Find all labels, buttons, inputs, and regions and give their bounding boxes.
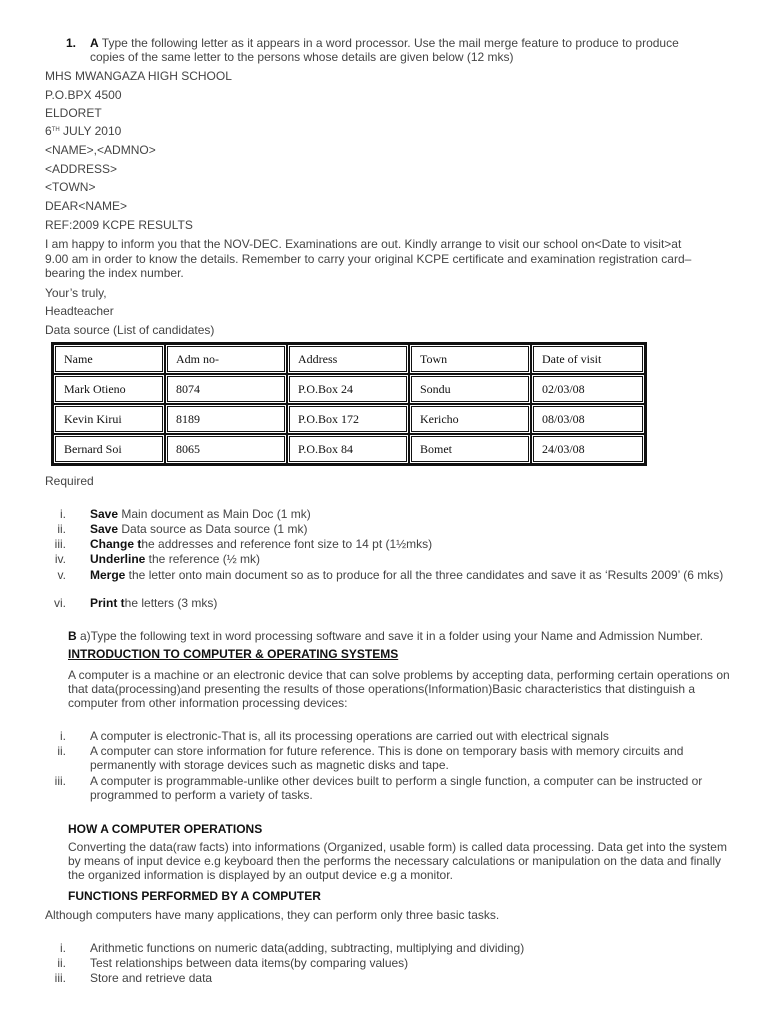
list-item: A computer is programmable-unlike other devices built to perform a single function, a computer can be instructed or programmed to perform a variety of tasks. bbox=[90, 774, 703, 802]
ops-heading: HOW A COMPUTER OPERATIONS bbox=[68, 822, 263, 836]
list-number: iii. bbox=[54, 537, 66, 551]
table-header-cell: Address bbox=[287, 344, 409, 374]
data-source-table bbox=[51, 342, 647, 466]
letter-school-name: MHS MWANGAZA HIGH SCHOOL bbox=[45, 69, 232, 83]
list-item-text: Data source as Data source (1 mk) bbox=[118, 522, 308, 536]
letter-reference: REF:2009 KCPE RESULTS bbox=[45, 218, 193, 232]
table-header-cell: Date of visit bbox=[531, 344, 645, 374]
letter-body-line-3: bearing the index number. bbox=[45, 266, 184, 280]
table-cell: P.O.Box 24 bbox=[287, 374, 409, 404]
ops-paragraph: Converting the data(raw facts) into informations (Organized, usable form) is called data processing. Data get into the system by means of input device e.g keyboard then the performs the necessary calculations or manipulation on the data and finally the organized information is displayed by an output device e.g a monitor. bbox=[68, 840, 727, 882]
letter-closing: Your’s truly, bbox=[45, 286, 107, 300]
table-cell: 8065 bbox=[165, 434, 287, 464]
list-item bbox=[90, 537, 740, 551]
table-cell: Mark Otieno bbox=[53, 374, 165, 404]
list-number: vi. bbox=[54, 596, 66, 610]
letter-po-box: P.O.BPX 4500 bbox=[45, 88, 122, 102]
merge-field-name-admno: <NAME>,<ADMNO> bbox=[45, 143, 156, 157]
list-item bbox=[90, 522, 740, 536]
table-row bbox=[53, 404, 645, 434]
functions-heading: FUNCTIONS PERFORMED BY A COMPUTER bbox=[68, 889, 321, 903]
table-cell: Kericho bbox=[409, 404, 531, 434]
letter-body-line-1: I am happy to inform you that the NOV-DEC. Examinations are out. Kindly arrange to visit our school on<Date to visit>at bbox=[45, 237, 682, 251]
table-row bbox=[53, 374, 645, 404]
list-number: iv. bbox=[54, 552, 66, 566]
section-title: INTRODUCTION TO COMPUTER & OPERATING SYSTEMS bbox=[68, 647, 399, 661]
list-item-bold: Merge bbox=[90, 568, 126, 582]
list-number: iii. bbox=[54, 971, 66, 985]
letter-date bbox=[45, 124, 121, 138]
letter-salutation: DEAR<NAME> bbox=[45, 199, 128, 213]
list-item bbox=[90, 596, 740, 610]
list-item-text: he letters (3 mks) bbox=[124, 596, 218, 610]
data-source-caption: Data source (List of candidates) bbox=[45, 323, 215, 337]
list-number: ii. bbox=[57, 744, 66, 758]
list-number: iii. bbox=[54, 774, 66, 788]
list-item-text: Main document as Main Doc (1 mk) bbox=[118, 507, 311, 521]
table-cell: 02/03/08 bbox=[531, 374, 645, 404]
required-label: Required bbox=[45, 474, 94, 488]
table-cell: Sondu bbox=[409, 374, 531, 404]
question-b-instruction-text: a)Type the following text in word processing software and save it in a folder using your Name and Admission Number. bbox=[76, 629, 703, 643]
list-item: A computer can store information for future reference. This is done on temporary basis with memory circuits and permanently with storage devices such as magnetic disks and tape. bbox=[90, 744, 684, 772]
letter-date-day: 6 bbox=[45, 124, 52, 138]
list-number: v. bbox=[57, 568, 66, 582]
question-a-instruction-line-2: copies of the same letter to the persons whose details are given below (12 mks) bbox=[90, 50, 514, 64]
list-item: Store and retrieve data bbox=[90, 971, 213, 985]
list-number: i. bbox=[60, 941, 66, 955]
table-header-cell: Town bbox=[409, 344, 531, 374]
letter-body-line-2: 9.00 am in order to know the details. Remember to carry your original KCPE certificate and examination registration card– bbox=[45, 252, 692, 266]
table-header-row bbox=[53, 344, 645, 374]
letter-signatory: Headteacher bbox=[45, 304, 114, 318]
table-header-cell: Name bbox=[53, 344, 165, 374]
table-cell: 08/03/08 bbox=[531, 404, 645, 434]
list-item-bold: Save bbox=[90, 522, 119, 536]
list-item-text: the letter onto main document so as to produce for all the three candidates and save it as ‘Results 2009’ (6 mks) bbox=[125, 568, 724, 582]
question-a-letter: A bbox=[90, 36, 99, 50]
intro-paragraph: A computer is a machine or an electronic device that can solve problems by accepting data, performing certain operations on that data(processing)and presenting the results of those operations(Information)Basic characteristics that distinguish a computer from other information processing devices: bbox=[68, 668, 730, 710]
question-a-instruction bbox=[90, 36, 750, 64]
list-item: A computer is electronic-That is, all its processing operations are carried out with electrical signals bbox=[90, 729, 609, 743]
list-item: Test relationships between data items(by comparing values) bbox=[90, 956, 409, 970]
merge-field-address: <ADDRESS> bbox=[45, 162, 118, 176]
list-item bbox=[90, 568, 740, 582]
table-cell: Kevin Kirui bbox=[53, 404, 165, 434]
list-item-text: the reference (½ mk) bbox=[145, 552, 261, 566]
list-number: ii. bbox=[57, 956, 66, 970]
table-cell: Bomet bbox=[409, 434, 531, 464]
table-cell: P.O.Box 84 bbox=[287, 434, 409, 464]
letter-town: ELDORET bbox=[45, 106, 102, 120]
question-number: 1. bbox=[66, 36, 77, 50]
functions-intro: Although computers have many applications, they can perform only three basic tasks. bbox=[45, 908, 500, 922]
letter-date-suffix: TH bbox=[51, 127, 60, 133]
merge-field-town: <TOWN> bbox=[45, 180, 96, 194]
list-item-bold: Save bbox=[90, 507, 119, 521]
table-header-cell: Adm no- bbox=[165, 344, 287, 374]
list-number: i. bbox=[60, 507, 66, 521]
table-cell: 24/03/08 bbox=[531, 434, 645, 464]
list-item: Arithmetic functions on numeric data(adding, subtracting, multiplying and dividing) bbox=[90, 941, 525, 955]
letter-date-rest: JULY 2010 bbox=[59, 124, 122, 138]
list-item bbox=[90, 507, 740, 521]
list-item-text: he addresses and reference font size to 14 pt (1½mks) bbox=[141, 537, 433, 551]
table-cell: Bernard Soi bbox=[53, 434, 165, 464]
list-number: ii. bbox=[57, 522, 66, 536]
question-b-instruction bbox=[68, 629, 738, 643]
list-item-bold: Underline bbox=[90, 552, 146, 566]
list-item-bold: Change t bbox=[90, 537, 142, 551]
list-item bbox=[90, 552, 740, 566]
table-row bbox=[53, 434, 645, 464]
list-item-bold: Print t bbox=[90, 596, 125, 610]
table-cell: 8074 bbox=[165, 374, 287, 404]
table-cell: P.O.Box 172 bbox=[287, 404, 409, 434]
question-b-letter: B bbox=[68, 629, 77, 643]
table-cell: 8189 bbox=[165, 404, 287, 434]
question-a-instruction-line-1: Type the following letter as it appears in a word processor. Use the mail merge feature to produce to produce bbox=[101, 36, 679, 50]
list-number: i. bbox=[60, 729, 66, 743]
